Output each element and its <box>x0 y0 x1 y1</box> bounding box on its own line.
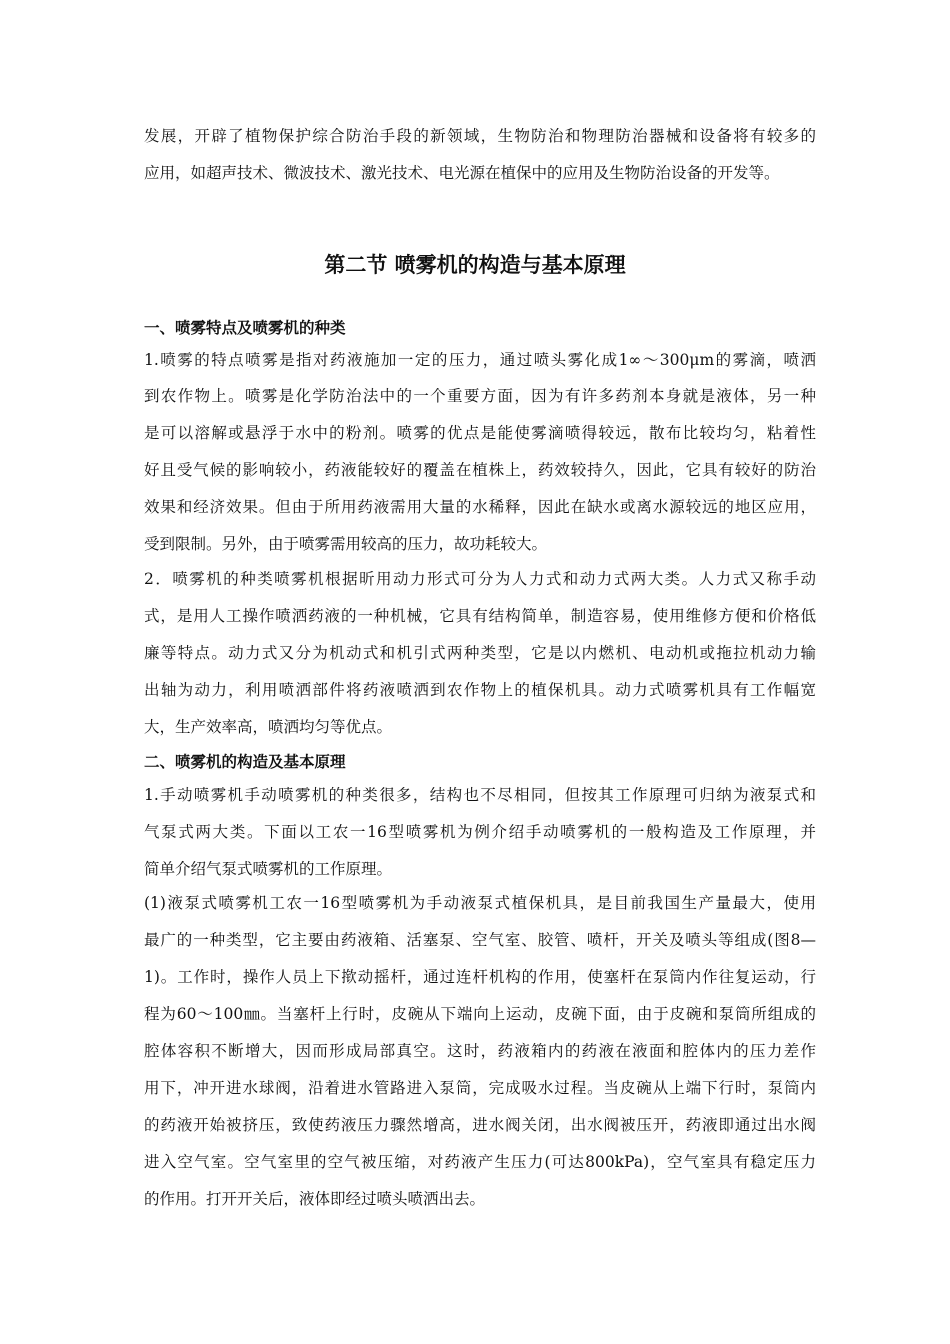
part2-line-1: 1.手动喷雾机手动喷雾机的种类很多，结构也不尽相同，但按其工作原理可归纳为液泵式和 <box>144 786 816 804</box>
part1-line-6: 受到限制。另外，由于喷雾需用较高的压力，故功耗较大。 <box>144 535 548 553</box>
part2-line-10: 的药液开始被挤压，致使药液压力骤然增高，进水阀关闭，出水阀被压开，药液即通过出水阀 <box>144 1116 816 1134</box>
intro-line-1: 发展，开辟了植物保护综合防治手段的新领域，生物防治和物理防治器械和设备将有较多的 <box>144 127 816 145</box>
part1-line-2: 到农作物上。喷雾是化学防治法中的一个重要方面，因为有许多药剂本身就是液体，另一种 <box>144 387 816 405</box>
part1-line-11: 大，生产效率高，喷洒均匀等优点。 <box>144 718 393 736</box>
part1-line-7: 2．喷雾机的种类喷雾机根据昕用动力形式可分为人力式和动力式两大类。人力式又称手动 <box>144 570 816 588</box>
part1-line-9: 廉等特点。动力式又分为机动式和机引式两种类型，它是以内燃机、电动机或拖拉机动力输 <box>144 644 816 662</box>
part1-heading: 一、喷雾特点及喷雾机的种类 <box>144 319 346 337</box>
part2-line-2: 气泵式两大类。下面以工农一16型喷雾机为例介绍手动喷雾机的一般构造及工作原理，并 <box>144 823 816 841</box>
part2-line-7: 程为60～100㎜。当塞杆上行时，皮碗从下端向上运动，皮碗下面，由于皮碗和泵筒所组成的 <box>144 1005 816 1023</box>
part2-line-9: 用下，冲开进水球阀，沿着进水管路进入泵筒，完成吸水过程。当皮碗从上端下行时，泵筒内 <box>144 1079 816 1097</box>
part2-line-5: 最广的一种类型，它主要由药液箱、活塞泵、空气室、胶管、喷杆，开关及喷头等组成(图8— <box>144 931 816 949</box>
part2-heading: 二、喷雾机的构造及基本原理 <box>144 753 346 771</box>
intro-line-2: 应用，如超声技术、微波技术、激光技术、电光源在植保中的应用及生物防治设备的开发等。 <box>144 164 780 182</box>
part2-line-4: (1)液泵式喷雾机工农一16型喷雾机为手动液泵式植保机具，是目前我国生产量最大，使用 <box>144 894 816 912</box>
part1-line-3: 是可以溶解或悬浮于水中的粉剂。喷雾的优点是能使雾滴喷得较远，散布比较均匀，粘着性 <box>144 424 816 442</box>
part1-line-10: 出轴为动力，利用喷洒部件将药液喷洒到农作物上的植保机具。动力式喷雾机具有工作幅宽 <box>144 681 816 699</box>
part1-line-1: 1.喷雾的特点喷雾是指对药液施加一定的压力，通过喷头雾化成1∞～300μm的雾滴，喷洒 <box>144 351 816 369</box>
section-title: 第二节 喷雾机的构造与基本原理 <box>324 253 626 277</box>
part1-line-8: 式，是用人工操作喷洒药液的一种机械，它具有结构简单，制造容易，使用维修方便和价格低 <box>144 607 816 625</box>
part2-line-11: 进入空气室。空气室里的空气被压缩，对药液产生压力(可达800kPa)，空气室具有稳定压力 <box>144 1153 816 1171</box>
part2-line-12: 的作用。打开开关后，液体即经过喷头喷洒出去。 <box>144 1190 486 1208</box>
part2-line-6: 1)。工作时，操作人员上下揿动摇杆，通过连杆机构的作用，使塞杆在泵筒内作往复运动，行 <box>144 968 816 986</box>
part2-line-8: 腔体容积不断增大，因而形成局部真空。这时，药液箱内的药液在液面和腔体内的压力差作 <box>144 1042 816 1060</box>
part2-line-3: 简单介绍气泵式喷雾机的工作原理。 <box>144 860 393 878</box>
part1-line-4: 好且受气候的影响较小，药液能较好的覆盖在植株上，药效较持久，因此，它具有较好的防治 <box>144 461 816 479</box>
part1-line-5: 效果和经济效果。但由于所用药液需用大量的水稀释，因此在缺水或离水源较远的地区应用， <box>144 498 816 516</box>
